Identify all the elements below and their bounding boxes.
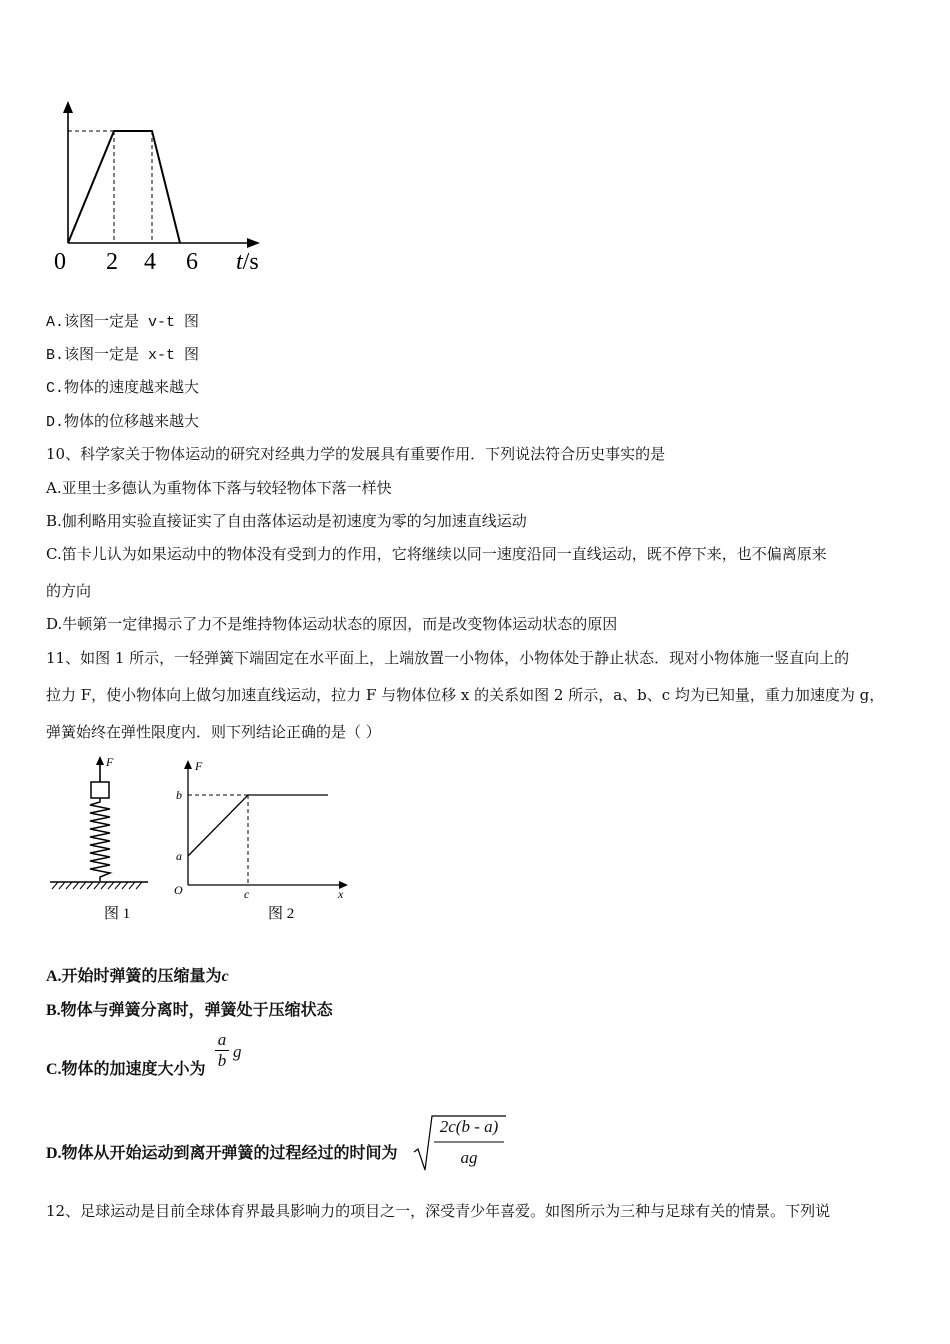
option-a-text: A.开始时弹簧的压缩量为 bbox=[46, 968, 222, 985]
figure-1-caption: 图 1 bbox=[104, 906, 131, 922]
axis-label: t/s bbox=[236, 249, 259, 275]
figure-1-spring bbox=[44, 752, 154, 932]
option-a-var: c bbox=[221, 968, 229, 985]
figure-2-caption: 图 2 bbox=[268, 906, 295, 922]
q10-option-c-cont: 的方向 bbox=[46, 582, 92, 600]
option-c-fraction bbox=[214, 1030, 230, 1071]
q11-option-c: C.物体的加速度大小为 bbox=[46, 1061, 206, 1078]
force-arrow-head bbox=[96, 756, 104, 765]
q10-stem: 10、科学家关于物体运动的研究对经典力学的发展具有重要作用．下列说法符合历史事实的是 bbox=[46, 445, 666, 463]
option-c-g: g bbox=[233, 1042, 242, 1061]
fraction-denominator: b bbox=[217, 1051, 227, 1070]
q11-option-a bbox=[46, 963, 229, 986]
q11-stem-3: 弹簧始终在弹性限度内．则下列结论正确的是（ ） bbox=[46, 723, 381, 741]
y-axis-arrow bbox=[184, 760, 192, 769]
q9-option-d: D.物体的位移越来越大 bbox=[46, 414, 200, 431]
y-axis-arrow bbox=[63, 101, 73, 113]
label-b: b bbox=[176, 788, 182, 802]
q10-option-d: D.牛顿第一定律揭示了力不是维持物体运动状态的原因，而是改变物体运动状态的原因 bbox=[46, 615, 618, 633]
graph-curve bbox=[68, 131, 180, 243]
x-axis-arrow bbox=[247, 238, 260, 248]
tick-6: 6 bbox=[186, 249, 198, 275]
q12-stem: 12、足球运动是目前全球体育界最具影响力的项目之一，深受青少年喜爱。如图所示为三种与足球有关的情景。下列说 bbox=[46, 1202, 831, 1220]
tick-4: 4 bbox=[144, 249, 156, 275]
ground-hatching bbox=[52, 882, 142, 889]
q11-option-d: D.物体从开始运动到离开弹簧的过程经过的时间为 bbox=[46, 1145, 398, 1162]
y-axis-label: F bbox=[195, 759, 203, 773]
label-c: c bbox=[244, 887, 250, 901]
figure-2-fx-graph bbox=[168, 752, 358, 932]
q11-stem-2: 拉力 F，使小物体向上做匀加速直线运动，拉力 F 与物体位移 x 的关系如图 2 所示，a、b、c 均为已知量，重力加速度为 g， bbox=[46, 686, 885, 704]
q9-option-c: C.物体的速度越来越大 bbox=[46, 380, 200, 397]
label-a: a bbox=[176, 849, 182, 863]
tick-2: 2 bbox=[106, 249, 118, 275]
fraction-numerator: a bbox=[217, 1030, 227, 1049]
q9-option-a: A.该图一定是 v-t 图 bbox=[46, 314, 200, 331]
spring-coil bbox=[90, 798, 110, 881]
motion-graph bbox=[40, 95, 280, 280]
option-d-denominator: ag bbox=[460, 1148, 478, 1167]
tick-0: 0 bbox=[54, 249, 66, 275]
q9-option-b: B.该图一定是 x-t 图 bbox=[46, 347, 200, 364]
fx-line bbox=[188, 795, 328, 856]
x-axis-label: x bbox=[338, 887, 344, 901]
q10-option-a: A.亚里士多德认为重物体下落与较轻物体下落一样快 bbox=[46, 479, 392, 497]
option-d-numerator: 2c(b - a) bbox=[439, 1117, 499, 1136]
force-label: F bbox=[106, 755, 114, 769]
q11-stem-1: 11、如图 1 所示，一轻弹簧下端固定在水平面上，上端放置一小物体，小物体处于静止状态．现对小物体施一竖直向上的 bbox=[46, 649, 850, 667]
q11-option-b: B.物体与弹簧分离时，弹簧处于压缩状态 bbox=[46, 1002, 333, 1019]
q10-option-c: C.笛卡儿认为如果运动中的物体没有受到力的作用，它将继续以同一速度沿同一直线运动，既不停下来，也不偏离原来 bbox=[46, 545, 827, 563]
q10-option-b: B.伽利略用实验直接证实了自由落体运动是初速度为零的匀加速直线运动 bbox=[46, 512, 527, 530]
block bbox=[91, 782, 109, 798]
origin-label: O bbox=[174, 883, 183, 897]
